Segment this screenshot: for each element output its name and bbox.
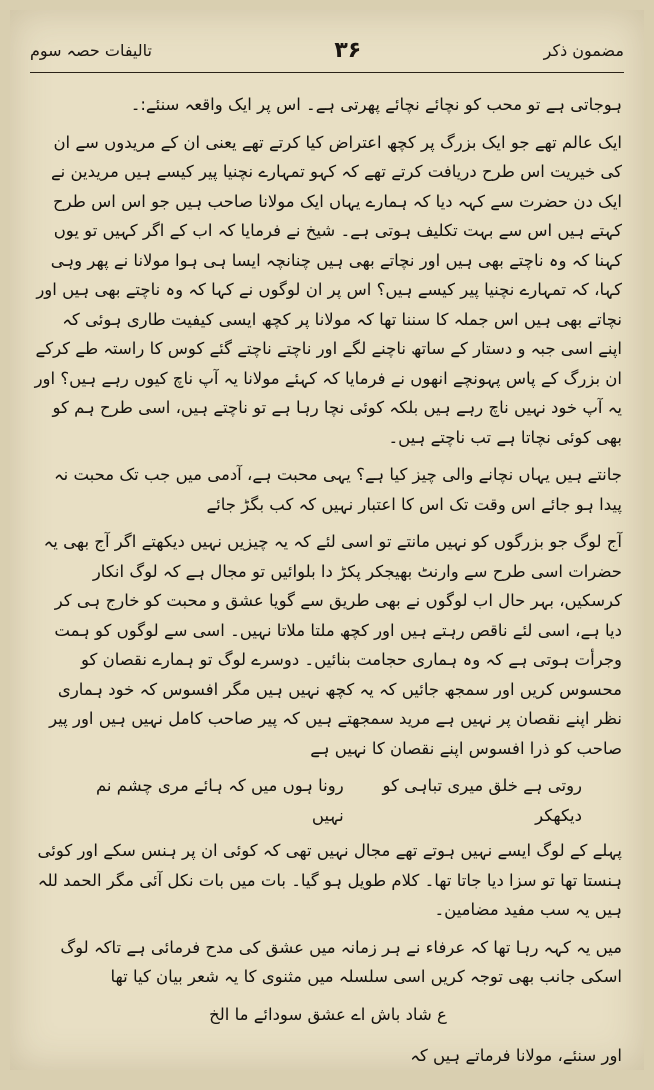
- book-page: [10, 10, 644, 1070]
- couplet-first-line: روتی ہے خلق میری تباہی کو دیکھکر: [382, 776, 582, 825]
- couplet-second-line: رونا ہوں میں کہ ہائے مری چشم نم نہیں: [95, 776, 344, 825]
- page-header: [30, 32, 624, 68]
- paragraph: ہوجاتی ہے تو محب کو نچائے نچائے پھرتی ہے۔ اس پر ایک واقعہ سنئے:۔: [130, 95, 622, 114]
- header-rule: [30, 72, 624, 73]
- poetry-misra: ع شاد باش اے عشق سودائے ما الخ: [209, 1004, 447, 1024]
- page-number: ۳۶: [334, 37, 362, 63]
- page-body: [34, 90, 622, 1065]
- paragraph: آج لوگ جو بزرگوں کو نہیں مانتے تو اسی لئے کہ یہ چیزیں نہیں دیکھتے اگر آج بھی یہ حضرات اسی طرح سے وارنٹ بھیجکر پکڑ دا بلوائیں تو مجال ہے کہ لوگ انکار کرسکیں، بہر حال اب لوگوں نے بھی طریق سے گویا عشق و محبت کو خارج ہی کر دیا ہے، اسی لئے ناقص رہتے ہیں اور کچھ ملتا ملاتا نہیں۔ اسی سے لوگوں کو ہمت وجرأت ہوتی ہے کہ وہ ہماری حجامت بنائیں۔ دوسرے لوگ تو ہمارے نقصان کو محسوس کریں اور سمجھ جائیں کہ یہ کچھ نہیں ہیں مگر افسوس کہ خود ہماری نظر اپنے نقصان پر نہیں ہے مرید سمجھتے ہیں کہ پیر صاحب کامل نہیں ہیں اور پیر صاحب کو ذرا افسوس اپنے نقصان کا نہیں ہے: [43, 532, 622, 758]
- header-book-title: تالیفات حصہ سوم: [30, 40, 152, 60]
- closing-line: اور سنئے، مولانا فرماتے ہیں کہ: [410, 1046, 622, 1065]
- paragraph: جانتے ہیں یہاں نچانے والی چیز کیا ہے؟ یہی محبت ہے، آدمی میں جب تک محبت نہ پیدا ہو جائے اس وقت تک اس کا اعتبار نہیں کہ کب بگڑ جائے: [53, 465, 622, 514]
- header-section-title: مضمون ذکر: [543, 40, 624, 60]
- paragraph: ایک عالم تھے جو ایک بزرگ پر کچھ اعتراض کیا کرتے تھے یعنی ان کے مریدوں سے ان کی خیریت اس طرح دریافت کرتے تھے کہ کہو تمہارے نچنیا پیر کیسے ہیں مریدین نے ایک دن حضرت سے کہہ دیا کہ ہمارے یہاں ایک مولانا صاحب ہیں جو اس اس طرح کہتے ہیں اس سے بہت تکلیف ہوتی ہے۔ شیخ نے فرمایا کہ اب کے اگر کہیں تو یوں کہنا کہ وہ ناچتے بھی ہیں اور نچاتے بھی ہیں چنانچہ ایسا ہی ہوا مولانا نے پھر وہی کہا، کہ تمہارے نچنیا پیر کیسے ہیں؟ اس پر ان لوگوں نے کہا کہ وہ ناچتے بھی ہیں اور نچاتے بھی ہیں اس جملہ کا سننا تھا کہ مولانا پر کچھ ایسی کیفیت طاری ہوئی کہ اپنے اسی جبہ و دستار کے ساتھ ناچنے لگے اور ناچتے ناچتے گئے کوس کا راستہ طے کرکے ان بزرگ کے پاس پہونچے انھوں نے فرمایا کہ کہئے مولانا یہ آپ ناچ کیوں رہے ہیں؟ اور یہ آپ خود نہیں ناچ رہے ہیں بلکہ کوئی نچا رہا ہے تو ناچتے ہیں، اسی طرح ہم کو بھی کوئی نچاتا ہے تب ناچتے ہیں۔: [34, 132, 622, 447]
- paragraph: پہلے کے لوگ ایسے نہیں ہوتے تھے مجال نہیں تھی کہ کوئی ان پر ہنس سکے اور کوئی ہنستا تھا تو سزا دیا جاتا تھا۔ کلام طویل ہو گیا۔ بات میں بات نکل آئی مگر الحمد للہ ہیں یہ سب مفید مضامین۔: [37, 841, 622, 919]
- poetry-couplet: [74, 771, 582, 830]
- paragraph: میں یہ کہہ رہا تھا کہ عرفاء نے ہر زمانہ میں عشق کی مدح فرمائی ہے تاکہ لوگ اسکی جانب بھی توجہ کریں اسی سلسلہ میں مثنوی کا یہ شعر بیان کیا تھا: [60, 937, 622, 986]
